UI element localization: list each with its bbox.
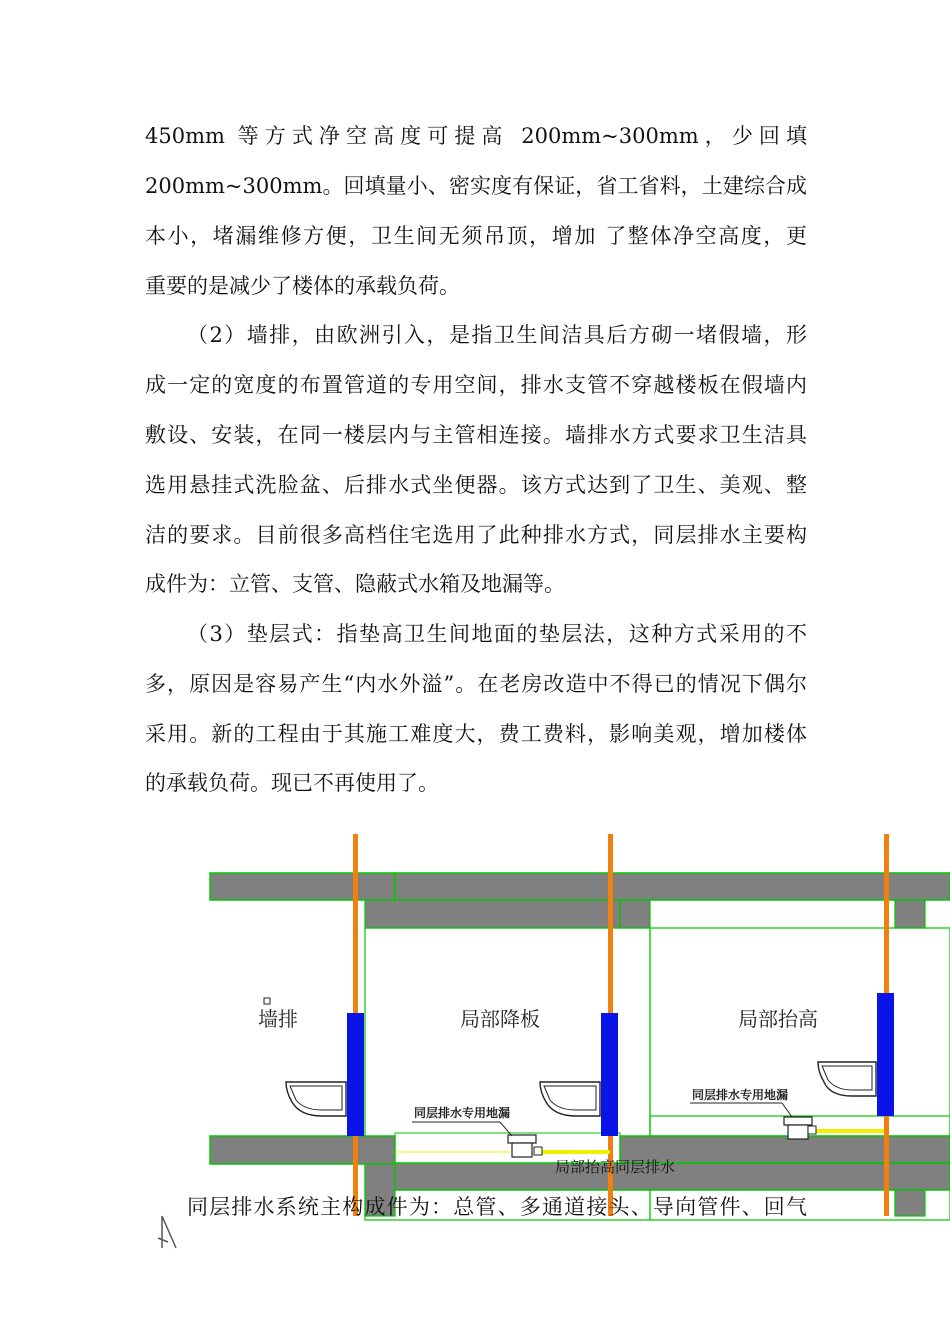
paragraph-3-first-line: （3）垫层式：指垫高卫生间地面的垫层法，这种方式采用的不 (187, 622, 807, 646)
drainage-diagram (0, 820, 950, 1230)
text-line: 成件为：立管、支管、隐蔽式水箱及地漏等。 (145, 572, 565, 596)
top-slab-left (210, 873, 395, 900)
concealed-tank (347, 1013, 364, 1136)
label-lowered-slab: 局部降板 (460, 1007, 540, 1031)
bottom-slab-left (210, 1136, 395, 1164)
top-slab-right (395, 873, 950, 900)
concealed-tank (601, 1013, 618, 1136)
anchor-icon (156, 1212, 182, 1252)
small-square-mark (264, 998, 270, 1004)
beam (620, 900, 650, 928)
text-line: 的承载负荷。现已不再使用了。 (145, 771, 439, 795)
text-line: 采用。新的工程由于其施工难度大，费工费料，影响美观，增加楼体 (145, 722, 807, 746)
text-line: 450mm 等方式净空高度可提高 200mm~300mm，少回填 (145, 124, 807, 148)
drainage-diagram-svg (0, 820, 950, 1230)
text-line: 本小，堵漏维修方便，卫生间无须吊顶，增加 了整体净空高度，更 (145, 224, 807, 248)
label-wall-drain: 墙排 (258, 1007, 298, 1031)
figure-caption: 局部抬高同层排水 (555, 1158, 676, 1176)
toilet-icon (540, 1082, 600, 1116)
floor-drain-icon (508, 1135, 542, 1157)
branch-pipe (812, 1129, 884, 1133)
label-floor-drain-2: 同层排水专用地漏 (692, 1088, 789, 1102)
leader-line (500, 1122, 512, 1136)
leader-line (782, 1103, 792, 1117)
text-line: 200mm~300mm。回填量小、密实度有保证，省工省料，土建综合成 (145, 174, 807, 198)
text-line: 洁的要求。目前很多高档住宅选用了此种排水方式，同层排水主要构 (145, 523, 807, 547)
paragraph-2-first-line: （2）墙排，由欧洲引入，是指卫生间洁具后方砌一堵假墙，形 (187, 323, 807, 347)
label-floor-drain-1: 同层排水专用地漏 (414, 1106, 511, 1120)
column (895, 1190, 925, 1216)
concealed-tank (877, 993, 894, 1116)
text-line: 成一定的宽度的布置管道的专用空间，排水支管不穿越楼板在假墙内 (145, 373, 807, 397)
beam (365, 900, 620, 928)
toilet-icon (818, 1062, 876, 1096)
text-line: 选用悬挂式洗脸盆、后排水式坐便器。该方式达到了卫生、美观、整 (145, 473, 807, 497)
beam (895, 900, 925, 928)
toilet-icon (286, 1082, 346, 1116)
text-line: 多，原因是容易产生“内水外溢”。在老房改造中不得已的情况下偶尔 (145, 672, 807, 696)
text-line: 重要的是减少了楼体的承载负荷。 (145, 274, 460, 298)
paragraph-4-first-line: 同层排水系统主构成件为：总管、多通道接头、导向管件、回气 (187, 1195, 807, 1219)
text-line: 敷设、安装，在同一楼层内与主管相连接。墙排水方式要求卫生洁具 (145, 423, 807, 447)
label-raised-floor: 局部抬高 (738, 1007, 818, 1031)
branch-pipe (538, 1150, 610, 1154)
